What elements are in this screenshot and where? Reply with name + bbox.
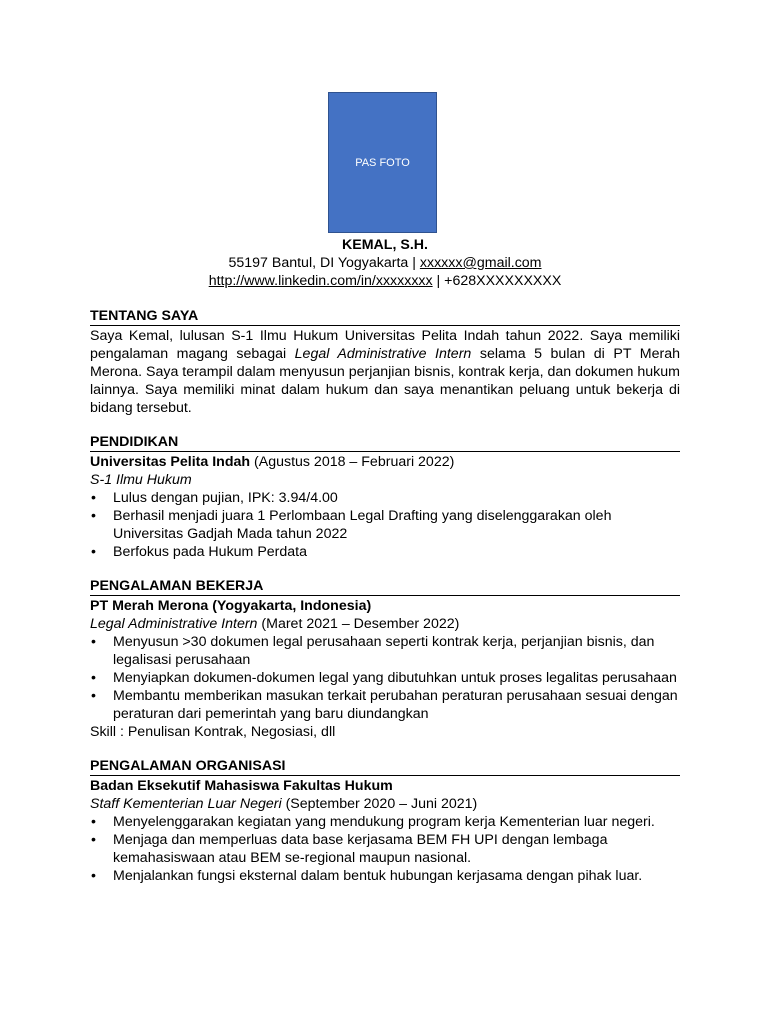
work-section: [90, 577, 680, 741]
list-item: • Berfokus pada Hukum Perdata: [90, 543, 680, 561]
list-item: • Menyiapkan dokumen-dokumen legal yang dibutuhkan untuk proses legalitas perusahaan: [90, 669, 680, 687]
work-role-line: [90, 615, 680, 633]
education-header: [90, 453, 680, 471]
photo-placeholder: [328, 92, 437, 233]
phone-text: | +628XXXXXXXXX: [432, 273, 562, 289]
list-item: • Lulus dengan pujian, IPK: 3.94/4.00: [90, 489, 680, 507]
organization-section: [90, 757, 680, 885]
skills-line: Skill : Penulisan Kontrak, Negosiasi, dll: [90, 724, 336, 740]
list-item: • Menjaga dan memperluas data base kerjasama BEM FH UPI dengan lembaga kemahasiswaan atau BEM se-regional maupun nasional.: [90, 831, 680, 867]
email-link[interactable]: xxxxxx@gmail.com: [419, 255, 542, 271]
section-title: PENGALAMAN BEKERJA: [90, 577, 680, 596]
degree: S-1 Ilmu Hukum: [90, 472, 192, 488]
work-period: (Maret 2021 – Desember 2022): [257, 616, 460, 632]
company-name: PT Merah Merona (Yogyakarta, Indonesia): [90, 598, 372, 614]
section-title: PENDIDIKAN: [90, 433, 680, 452]
list-item: • Menyusun >30 dokumen legal perusahaan seperti kontrak kerja, perjanjian bisnis, dan legalisasi perusahaan: [90, 633, 680, 669]
organization-name: Badan Eksekutif Mahasiswa Fakultas Hukum: [90, 778, 393, 794]
list-item: • Berhasil menjadi juara 1 Perlombaan Legal Drafting yang diselenggarakan oleh Universitas Gadjah Mada tahun 2022: [90, 507, 680, 543]
org-role: Staff Kementerian Luar Negeri: [90, 796, 282, 812]
photo-label: PAS FOTO: [355, 156, 410, 169]
school-name: Universitas Pelita Indah: [90, 454, 251, 470]
organization-list: [90, 813, 680, 885]
about-text-part: selama 5 bulan di PT Merah Merona. Saya terampil dalam menyusun perjanjian bisnis, kontrak kerja, dan dokumen hukum lainnya. Saya memiliki minat dalam hukum dan saya menantikan peluang untuk bekerja di bidang tersebut.: [90, 346, 680, 416]
linkedin-link[interactable]: http://www.linkedin.com/in/xxxxxxxx: [208, 273, 433, 289]
org-period: (September 2020 – Juni 2021): [281, 796, 478, 812]
education-section: [90, 433, 680, 561]
list-item: • Menjalankan fungsi eksternal dalam bentuk hubungan kerjasama dengan pihak luar.: [90, 867, 680, 885]
about-role: Legal Administrative Intern: [294, 346, 472, 362]
work-list: [90, 633, 680, 723]
org-role-line: [90, 795, 680, 813]
about-section: [90, 307, 680, 417]
about-text-part: Saya Kemal, lulusan S-1 Ilmu Hukum Universitas Pelita Indah tahun 2022. Saya memiliki pengalaman magang sebagai: [90, 328, 680, 362]
address-line: [90, 254, 680, 272]
list-item: • Menyelenggarakan kegiatan yang mendukung program kerja Kementerian luar negeri.: [90, 813, 680, 831]
contact-header: [90, 236, 680, 290]
resume-body: [90, 307, 680, 901]
education-list: [90, 489, 680, 561]
list-item: • Membantu memberikan masukan terkait perubahan peraturan perusahaan sesuai dengan peraturan dari pemerintah yang baru diundangkan: [90, 687, 680, 723]
section-title: PENGALAMAN ORGANISASI: [90, 757, 680, 776]
candidate-name: KEMAL, S.H.: [342, 237, 428, 253]
contact-line: [90, 272, 680, 290]
work-role: Legal Administrative Intern: [90, 616, 258, 632]
education-period: (Agustus 2018 – Februari 2022): [250, 454, 455, 470]
about-text: [90, 327, 680, 417]
address-text: 55197 Bantul, DI Yogyakarta |: [228, 255, 420, 271]
section-title: TENTANG SAYA: [90, 307, 680, 326]
